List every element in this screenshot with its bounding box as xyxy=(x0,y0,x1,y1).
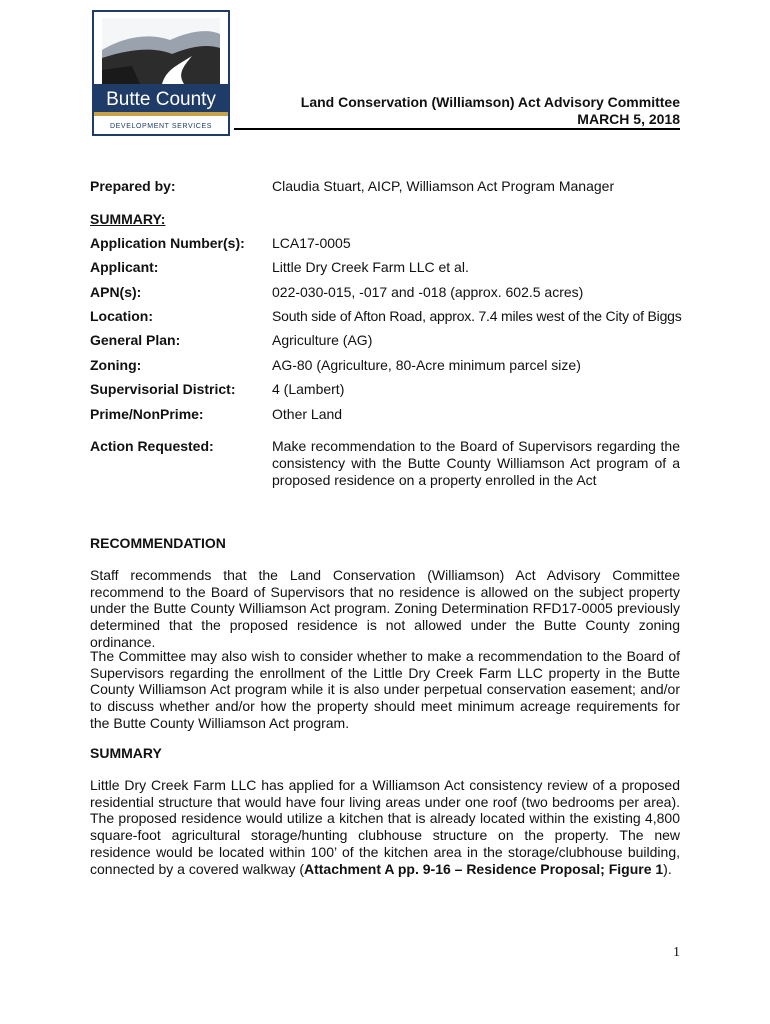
field-label: Zoning: xyxy=(90,357,142,373)
field-value: AG-80 (Agriculture, 80-Acre minimum parcel size) xyxy=(272,357,581,373)
summary-paragraph xyxy=(90,777,680,877)
summary-heading: SUMMARY xyxy=(90,745,162,761)
field-label: Applicant: xyxy=(90,259,159,275)
logo-name: Butte County xyxy=(106,89,216,110)
committee-title: Land Conservation (Williamson) Act Advisory Committee xyxy=(300,94,680,110)
prepared-by-value: Claudia Stuart, AICP, Williamson Act Program Manager xyxy=(272,178,615,194)
header-rule xyxy=(234,128,680,130)
attachment-reference: Attachment A pp. 9-16 – Residence Proposal; Figure 1 xyxy=(304,860,664,877)
field-label: APN(s): xyxy=(90,284,142,300)
recommendation-paragraph: Staff recommends that the Land Conservation (Williamson) Act Advisory Committee recommend to the Board of Supervisors that no residence is allowed on the subject property under the Butte County Williamson Act program. Zoning Determination RFD17-0005 previously determined that the proposed residence is not allowed under the Butte County zoning ordinance. xyxy=(90,567,680,650)
field-label: Prime/NonPrime: xyxy=(90,406,204,422)
field-value: LCA17-0005 xyxy=(272,235,351,251)
logo-subtitle: DEVELOPMENT SERVICES xyxy=(110,123,212,130)
butte-county-logo xyxy=(92,10,230,136)
field-value: Other Land xyxy=(272,406,343,422)
field-label: Application Number(s): xyxy=(90,235,245,251)
recommendation-heading: RECOMMENDATION xyxy=(90,535,226,551)
field-value: 022-030-015, -017 and -018 (approx. 602.5 acres) xyxy=(272,284,584,300)
recommendation-paragraph: The Committee may also wish to consider whether to make a recommendation to the Board of Supervisors regarding the enrollment of the Little Dry Creek Farm LLC property in the Butte County Williamson Act program while it is also under perpetual conservation easement; and/or to discuss whether and/or how the property should meet minimum acreage requirements for the Butte County Williamson Act program. xyxy=(90,648,680,731)
summary-fields-heading: SUMMARY: xyxy=(90,211,166,227)
field-label: Supervisorial District: xyxy=(90,381,236,397)
prepared-by-label: Prepared by: xyxy=(90,178,176,194)
action-label: Action Requested: xyxy=(90,438,214,454)
field-value: Little Dry Creek Farm LLC et al. xyxy=(272,259,469,275)
field-value: South side of Afton Road, approx. 7.4 miles west of the City of Biggs xyxy=(272,308,682,324)
field-label: General Plan: xyxy=(90,332,181,348)
field-label: Location: xyxy=(90,308,153,324)
field-value: Agriculture (AG) xyxy=(272,332,373,348)
action-value: Make recommendation to the Board of Supervisors regarding the consistency with the Butte County Williamson Act program of a proposed residence on a property enrolled in the Act xyxy=(272,438,680,488)
summary-text: Little Dry Creek Farm LLC has applied for a Williamson Act consistency review of a proposed residential structure that would have four living areas under one roof (two bedrooms per area). The proposed residence would utilize a kitchen that is already located within the existing 4,800 square-foot agricultural storage/hunting clubhouse structure on the property. The new residence would be located within 100’ of the kitchen area in the storage/clubhouse building, connected by a covered walkway ( xyxy=(90,777,680,877)
field-value: 4 (Lambert) xyxy=(272,381,345,397)
page-number: 1 xyxy=(673,945,680,960)
meeting-date: MARCH 5, 2018 xyxy=(577,111,680,127)
summary-text-end: ). xyxy=(663,860,672,877)
